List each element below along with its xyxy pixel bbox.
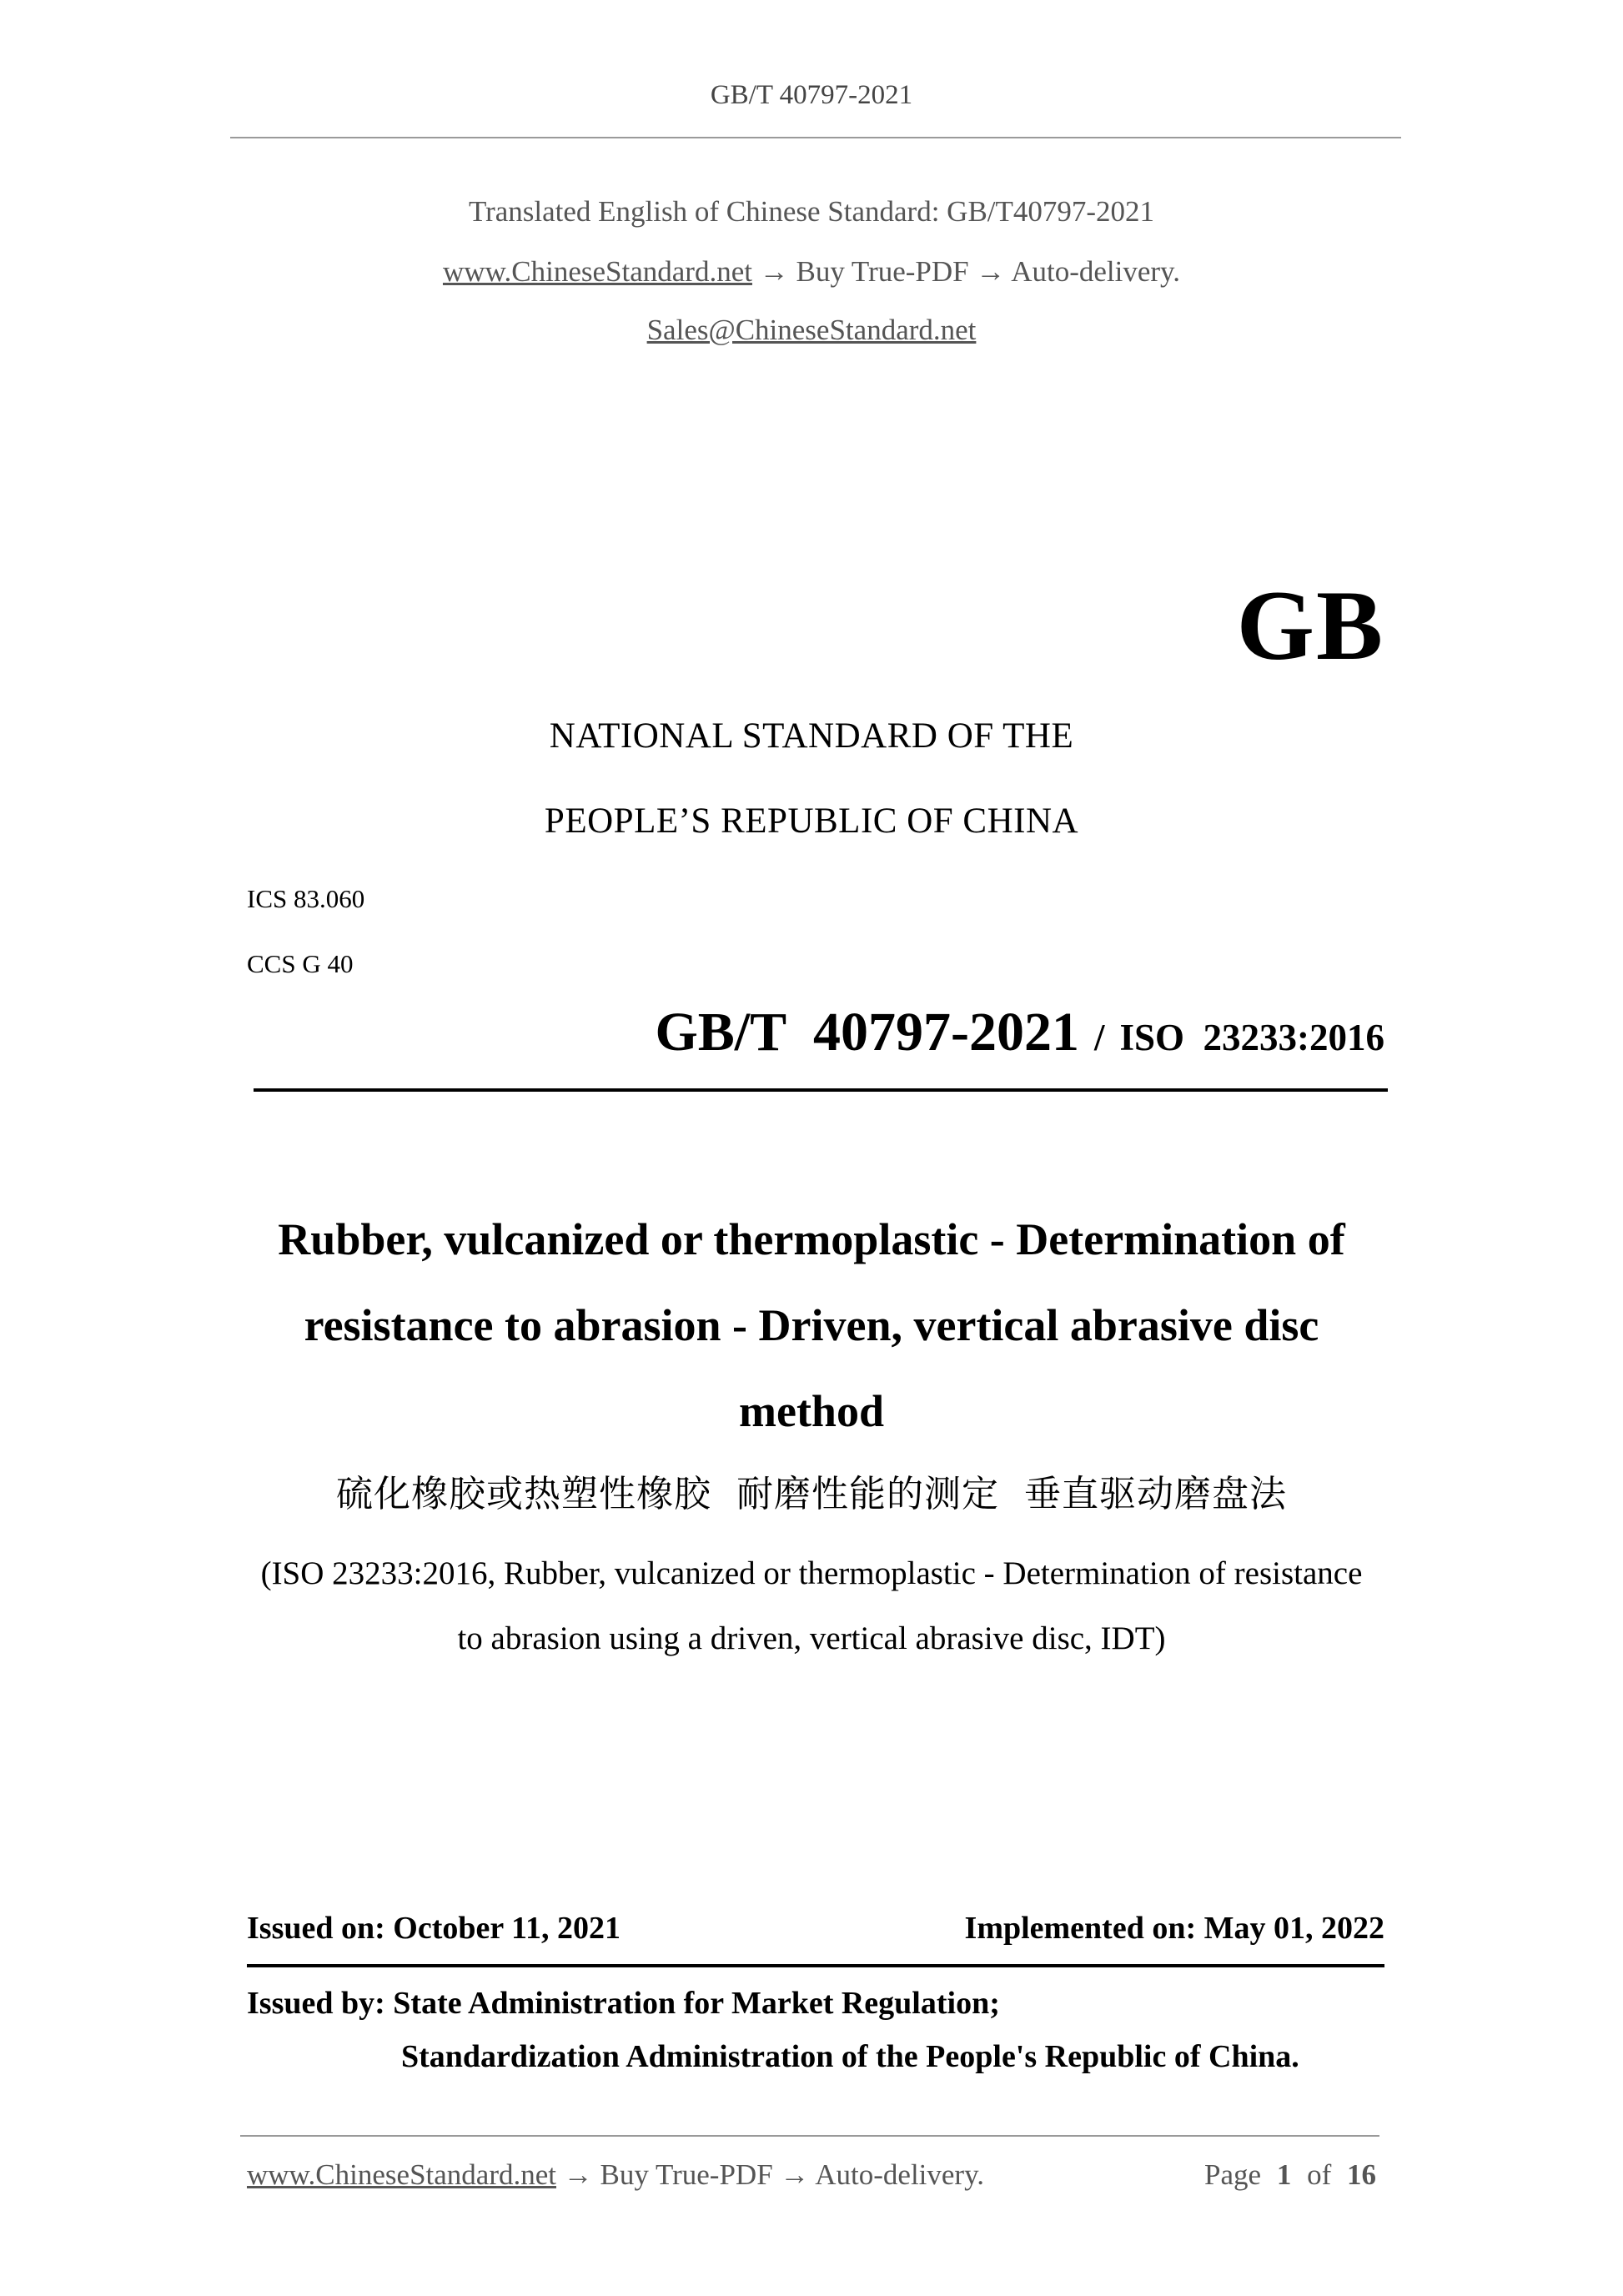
title-english-line-1: Rubber, vulcanized or thermoplastic - Determination of (278, 1214, 1345, 1264)
issued-by-block (247, 1977, 1299, 2083)
number-separator: / (1093, 1017, 1105, 1058)
issued-on-date: Issued on: October 11, 2021 (247, 1911, 621, 1946)
page-total: 16 (1347, 2158, 1376, 2191)
national-standard-line-1: NATIONAL STANDARD OF THE (549, 716, 1074, 756)
promo-delivery-text: Auto-delivery. (1011, 255, 1181, 288)
ics-code: ICS 83.060 (247, 884, 365, 913)
issue-divider (247, 1964, 1384, 1967)
iso-number: ISO 23233:2016 (1119, 1017, 1384, 1058)
iso-equivalence-note (234, 1541, 1389, 1671)
footer-divider (240, 2135, 1379, 2137)
issue-dates-row (247, 1910, 1384, 1947)
promo-line-links (0, 255, 1623, 289)
running-header: GB/T 40797-2021 (710, 80, 913, 110)
promo-email-link[interactable]: Sales@ChineseStandard.net (646, 314, 977, 346)
title-english-line-3: method (739, 1386, 884, 1436)
arrow-right-icon: → (780, 2158, 810, 2191)
promo-line-email (0, 314, 1623, 347)
gbt-number: GB/T 40797-2021 (655, 1002, 1079, 1063)
promo-site-link[interactable]: www.ChineseStandard.net (442, 255, 752, 288)
implemented-on-date: Implemented on: May 01, 2022 (964, 1911, 1384, 1946)
title-english (0, 1197, 1623, 1454)
gb-mark: GB (1236, 570, 1384, 681)
footer-delivery-text: Auto-delivery. (815, 2158, 985, 2191)
header-divider (230, 137, 1401, 138)
issued-by-line-2: Standardization Administration of the People's Republic of China. (401, 2039, 1299, 2074)
iso-note-line-1: (ISO 23233:2016, Rubber, vulcanized or thermoplastic - Determination of resistance (260, 1555, 1363, 1591)
promo-buy-text: Buy True-PDF (796, 255, 969, 288)
standard-number (655, 1002, 1384, 1063)
title-divider (254, 1088, 1388, 1092)
arrow-right-icon: → (563, 2158, 593, 2191)
page-of-label: of (1307, 2158, 1332, 2191)
page-label: Page (1204, 2158, 1262, 2191)
national-standard-line-2: PEOPLE’S REPUBLIC OF CHINA (544, 801, 1079, 841)
iso-note-line-2: to abrasion using a driven, vertical abrasive disc, IDT) (457, 1620, 1166, 1656)
footer-site-link[interactable]: www.ChineseStandard.net (247, 2158, 556, 2191)
ccs-code: CCS G 40 (247, 949, 354, 978)
promo-line-translation: Translated English of Chinese Standard: GB/T40797-2021 (468, 195, 1155, 228)
page-indicator (1204, 2158, 1376, 2192)
footer-buy-text: Buy True-PDF (600, 2158, 773, 2191)
issued-by-line-1: Issued by: State Administration for Market Regulation; (247, 1986, 1000, 2021)
title-english-line-2: resistance to abrasion - Driven, vertical abrasive disc (304, 1300, 1319, 1350)
footer-links (247, 2158, 984, 2192)
arrow-right-icon: → (976, 255, 1006, 288)
title-chinese: 硫化橡胶或热塑性橡胶 耐磨性能的测定 垂直驱动磨盘法 (336, 1473, 1287, 1515)
arrow-right-icon: → (759, 255, 789, 288)
page-current: 1 (1276, 2158, 1292, 2191)
